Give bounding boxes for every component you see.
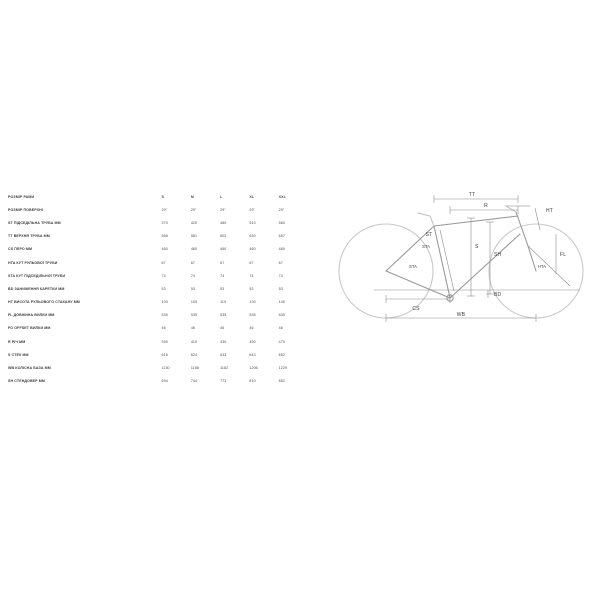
cell-xxl: 657 bbox=[278, 234, 285, 239]
row-label: FO OFFSET ВИЛКИ ММ bbox=[8, 326, 51, 331]
column-header-m: M bbox=[190, 194, 194, 199]
label-fl: FL bbox=[560, 252, 567, 258]
column-header-frame-size: РОЗМІР РАМИ bbox=[8, 194, 35, 199]
label-sta: STA bbox=[409, 264, 417, 269]
ht-dimension-line bbox=[535, 208, 540, 230]
table-row bbox=[8, 361, 308, 374]
cell-xxl: 652 bbox=[278, 352, 285, 357]
cell-m: 460 bbox=[190, 247, 198, 252]
table-row bbox=[8, 256, 308, 269]
cell-s: 46 bbox=[161, 326, 166, 331]
cell-xl: 1206 bbox=[249, 366, 258, 371]
label-s: S bbox=[475, 244, 479, 250]
cell-m: 581 bbox=[190, 234, 198, 239]
cell-l: 603 bbox=[220, 234, 227, 239]
row-label: HT ВИСОТА РУЛЬОВОГО СТАКАНУ ММ bbox=[8, 300, 80, 305]
cell-m: 53 bbox=[190, 286, 196, 291]
bike-geometry-diagram bbox=[330, 186, 590, 346]
label-tt: TT bbox=[468, 192, 476, 198]
cell-xxl: 460 bbox=[278, 247, 285, 252]
cell-xxl: 470 bbox=[278, 339, 285, 344]
label-ht: HT bbox=[546, 208, 554, 214]
table-row bbox=[8, 309, 308, 322]
cell-m: 1158 bbox=[190, 366, 199, 371]
table-row bbox=[8, 375, 308, 388]
cell-xl: 46 bbox=[249, 326, 254, 331]
table-row bbox=[8, 296, 308, 309]
cell-m: 410 bbox=[190, 339, 198, 344]
cell-xl: 29" bbox=[249, 207, 255, 212]
row-label: HTA КУТ РУЛЬОВОЇ ТРУБИ bbox=[8, 260, 58, 265]
table-row bbox=[8, 282, 308, 295]
cell-l: 46 bbox=[220, 326, 225, 331]
label-st: ST bbox=[425, 232, 433, 238]
cell-s: 390 bbox=[161, 339, 168, 344]
cell-xl: 74 bbox=[249, 273, 254, 278]
cell-s: 535 bbox=[161, 313, 168, 318]
column-header-xxl: XXL bbox=[278, 194, 286, 199]
row-label: BD ЗАНИЖЕННЯ КАРЕТКИ ММ bbox=[8, 286, 65, 291]
cell-l: 480 bbox=[220, 220, 227, 225]
label-r: R bbox=[484, 203, 488, 209]
cell-xxl: 140 bbox=[278, 300, 285, 305]
cell-s: 558 bbox=[161, 234, 168, 239]
cell-m: 744 bbox=[190, 379, 198, 384]
top-tube-line bbox=[434, 216, 518, 226]
cell-s: 74 bbox=[161, 273, 166, 278]
label-wb: WB bbox=[456, 312, 466, 318]
table-row bbox=[8, 216, 308, 229]
cell-xxl: 560 bbox=[278, 220, 285, 225]
cell-l: 430 bbox=[220, 339, 227, 344]
row-label: РОЗМІР ПОВЕРХНІ bbox=[8, 207, 43, 212]
cell-m: 624 bbox=[190, 352, 198, 357]
table-header-row bbox=[8, 190, 308, 203]
cell-xxl: 29" bbox=[278, 207, 285, 212]
row-label: ST ПІДСЕДІЛЬНА ТРУБА ММ bbox=[8, 220, 61, 225]
cell-m: 109 bbox=[190, 300, 198, 305]
cell-l: 29" bbox=[220, 207, 226, 212]
cell-m: 67 bbox=[190, 260, 196, 265]
cell-xl: 630 bbox=[249, 234, 256, 239]
cell-xl: 130 bbox=[249, 300, 256, 305]
label-cs: CS bbox=[412, 306, 420, 312]
cell-m: 420 bbox=[190, 220, 198, 225]
cell-s: 460 bbox=[161, 247, 168, 252]
label-sh: SH bbox=[494, 252, 502, 258]
row-label: SH СТЕНДОВЕР ММ bbox=[8, 379, 45, 384]
cell-xxl: 535 bbox=[278, 313, 285, 318]
cell-l: 773 bbox=[220, 379, 227, 384]
label-sta-top: STA bbox=[422, 244, 430, 249]
table-row bbox=[8, 269, 308, 282]
cell-l: 53 bbox=[220, 286, 225, 291]
cell-l: 633 bbox=[220, 352, 227, 357]
cell-xl: 510 bbox=[249, 220, 256, 225]
cell-xxl: 46 bbox=[278, 326, 283, 331]
cell-l: 1182 bbox=[220, 366, 229, 371]
cell-m: 535 bbox=[190, 313, 198, 318]
table-row bbox=[8, 243, 308, 256]
cell-s: 100 bbox=[161, 300, 168, 305]
cell-m: 46 bbox=[190, 326, 196, 331]
cell-l: 535 bbox=[220, 313, 227, 318]
cell-s: 67 bbox=[161, 260, 166, 265]
cell-s: 53 bbox=[161, 286, 166, 291]
cell-l: 67 bbox=[220, 260, 225, 265]
row-label: FL ДОВЖИНА ВИЛКИ ММ bbox=[8, 313, 55, 318]
column-header-xl: XL bbox=[249, 194, 255, 199]
cell-xxl: 74 bbox=[278, 273, 283, 278]
cell-xxl: 1229 bbox=[278, 366, 288, 371]
table-row bbox=[8, 203, 308, 216]
cell-xxl: 67 bbox=[278, 260, 283, 265]
cell-m: 29" bbox=[190, 207, 197, 212]
row-label: STA КУТ ПІДСЕДІЛЬНОЇ ТРУБИ bbox=[8, 273, 66, 278]
label-bd: BD bbox=[494, 292, 502, 298]
row-label: CS ПЕРО ММ bbox=[8, 247, 33, 252]
cell-l: 119 bbox=[220, 300, 227, 305]
head-tube-line bbox=[516, 212, 528, 246]
row-label: R РІЧ ММ bbox=[8, 339, 26, 344]
down-tube-line bbox=[450, 234, 520, 298]
cell-xxl: 852 bbox=[278, 379, 285, 384]
cell-m: 74 bbox=[190, 273, 196, 278]
cell-xl: 460 bbox=[249, 247, 256, 252]
cell-s: 694 bbox=[161, 379, 168, 384]
cell-l: 74 bbox=[220, 273, 225, 278]
cell-xl: 53 bbox=[249, 286, 254, 291]
table-row bbox=[8, 322, 308, 335]
chainstay-line bbox=[386, 271, 450, 298]
row-label: S СТЕК ММ bbox=[8, 352, 29, 357]
cell-xl: 450 bbox=[249, 339, 256, 344]
table-row bbox=[8, 348, 308, 361]
cell-s: 370 bbox=[161, 220, 168, 225]
row-label: TT ВЕРХНЯ ТРУБА ММ bbox=[8, 234, 50, 239]
cell-xl: 535 bbox=[249, 313, 256, 318]
cell-xl: 67 bbox=[249, 260, 254, 265]
table-row bbox=[8, 230, 308, 243]
cell-xl: 810 bbox=[249, 379, 256, 384]
cell-xl: 643 bbox=[249, 352, 256, 357]
cell-xxl: 53 bbox=[278, 286, 283, 291]
label-hta: HTA bbox=[537, 264, 547, 269]
column-header-s: S bbox=[161, 194, 165, 199]
cell-l: 460 bbox=[220, 247, 227, 252]
cell-s: 29" bbox=[161, 207, 168, 212]
table-row bbox=[8, 335, 308, 348]
row-label: WB КОЛІСНА БАЗА ММ bbox=[8, 366, 51, 371]
column-header-l: L bbox=[220, 194, 223, 199]
geometry-table bbox=[8, 190, 308, 388]
seatpost-and-saddle bbox=[418, 213, 434, 226]
cell-s: 615 bbox=[161, 352, 168, 357]
cell-s: 1130 bbox=[161, 366, 170, 371]
